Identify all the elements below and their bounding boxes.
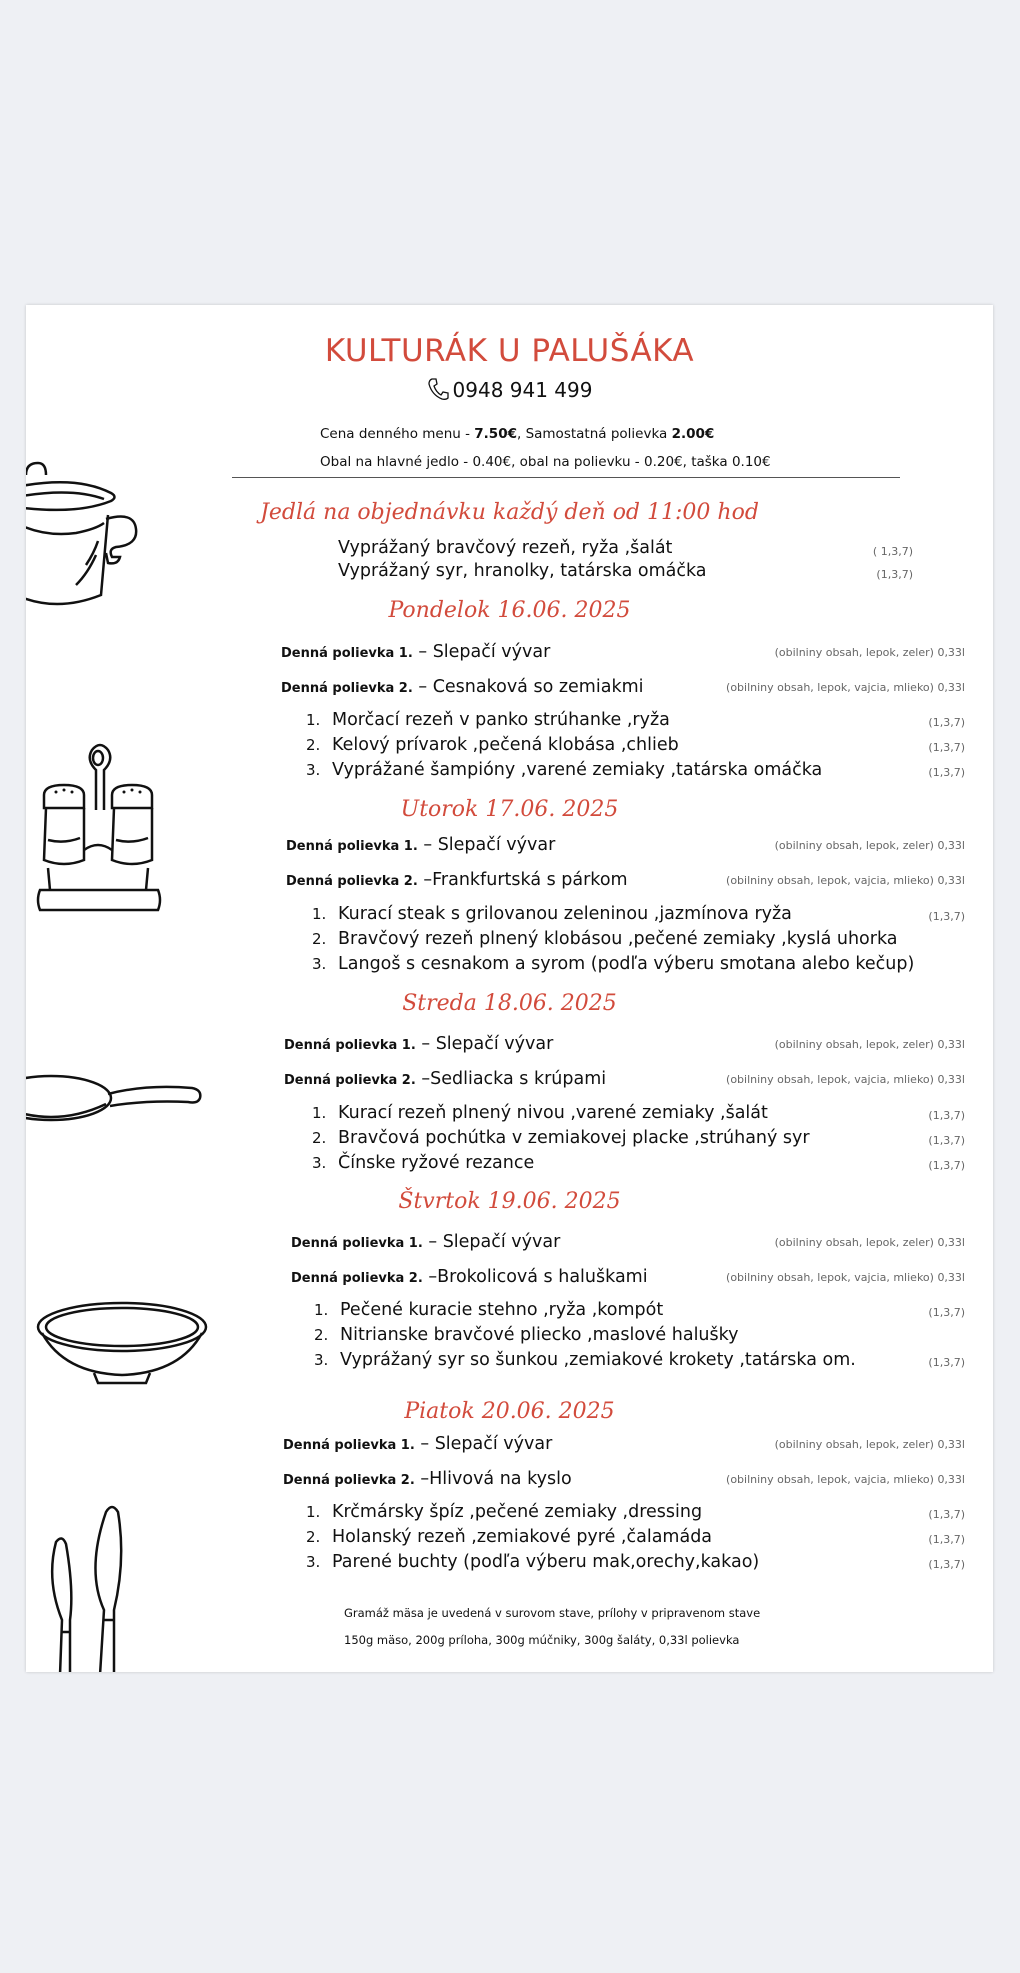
soup-row: [281, 677, 643, 697]
soup-separator: –: [412, 642, 433, 662]
item-text: Holanský rezeň ,zemiakové pyré ,čalamáda: [332, 1527, 713, 1547]
soup-separator: –: [415, 1069, 431, 1089]
item-allergens: (1,3,7): [928, 1306, 965, 1319]
item-allergens: (1,3,7): [928, 716, 965, 729]
item-text: Kurací rezeň plnený nivou ,varené zemiaky ,šalát: [338, 1103, 768, 1123]
item-text: Langoš s cesnakom a syrom (podľa výberu smotana alebo kečup): [338, 954, 915, 974]
allergen-label: (1,3,7): [876, 568, 913, 581]
soup-row: [284, 1069, 606, 1089]
order-item: Vyprážaný syr, hranolky, tatárska omáčka: [338, 561, 707, 581]
soup-price: 2.00€: [671, 426, 715, 442]
bowl-illustration: [34, 1295, 214, 1385]
section-heading: Jedlá na objednávku každý deň od 11:00 hod: [260, 500, 759, 525]
soup-row: [291, 1232, 560, 1252]
soup-label: Denná polievka 1.: [281, 646, 413, 661]
soup-name: Slepačí vývar: [442, 1232, 561, 1252]
soup-label: Denná polievka 1.: [283, 1438, 415, 1453]
menu-item: [306, 710, 670, 730]
restaurant-title: KULTURÁK U PALUŠÁKA: [324, 333, 695, 369]
item-text: Nitrianske bravčové pliecko ,maslové halušky: [340, 1325, 739, 1345]
allergen-label: ( 1,3,7): [872, 545, 913, 558]
soup-name: Cesnaková so zemiakmi: [432, 677, 644, 697]
soup-label: Denná polievka 1.: [291, 1236, 423, 1251]
soup-label: Denná polievka 2.: [284, 1073, 416, 1088]
item-allergens: (1,3,7): [928, 1558, 965, 1571]
phone-icon: [427, 378, 453, 402]
order-item: Vyprážaný bravčový rezeň, ryža ,šalát: [338, 538, 673, 558]
soup-separator: –: [422, 1232, 443, 1252]
day-heading: Utorok 17.06. 2025: [400, 797, 619, 822]
item-number: 2.: [306, 1528, 321, 1546]
item-text: Čínske ryžové rezance: [338, 1153, 535, 1173]
footer-portions: 150g mäso, 200g príloha, 300g múčniky, 300g šaláty, 0,33l polievka: [344, 1633, 740, 1647]
menu-sheet: [26, 305, 993, 1672]
menu-item: [306, 1502, 702, 1522]
item-allergens: (1,3,7): [928, 1533, 965, 1546]
soup-name: Slepačí vývar: [432, 642, 551, 662]
soup-label: Denná polievka 1.: [286, 839, 418, 854]
menu-price: 7.50€: [474, 426, 517, 442]
item-allergens: (1,3,7): [928, 741, 965, 754]
soup-separator: –: [412, 677, 433, 697]
soup-allergens: (obilniny obsah, lepok, vajcia, mlieko) 0,33l: [726, 874, 965, 887]
item-text: Parené buchty (podľa výberu mak,orechy,kakao): [332, 1552, 760, 1572]
soup-allergens: (obilniny obsah, lepok, zeler) 0,33l: [774, 1038, 965, 1051]
menu-item: [314, 1325, 739, 1345]
item-number: 2.: [312, 930, 327, 948]
soup-label: Denná polievka 2.: [281, 681, 413, 696]
soup-name: Sedliacka s krúpami: [430, 1069, 607, 1089]
soup-separator: –: [414, 1469, 430, 1489]
menu-item: [314, 1300, 663, 1320]
menu-item: [306, 735, 679, 755]
menu-item: [312, 1103, 768, 1123]
soup-name: Brokolicová s haluškami: [437, 1267, 648, 1287]
salt-pepper-illustration: [34, 740, 164, 920]
item-allergens: (1,3,7): [928, 1109, 965, 1122]
phone-line: [26, 377, 993, 402]
menu-item: [312, 1153, 534, 1173]
price-line: Cena denného menu - 7.50€, Samostatná polievka 2.00€: [320, 426, 715, 442]
menu-item: [306, 1552, 759, 1572]
soup-allergens: (obilniny obsah, lepok, zeler) 0,33l: [774, 1438, 965, 1451]
soup-allergens: (obilniny obsah, lepok, zeler) 0,33l: [774, 646, 965, 659]
soup-row: [286, 835, 555, 855]
menu-item: [312, 929, 898, 949]
soup-allergens: (obilniny obsah, lepok, vajcia, mlieko) 0,33l: [726, 1271, 965, 1284]
menu-item: [314, 1350, 856, 1370]
day-heading: Streda 18.06. 2025: [402, 991, 617, 1016]
item-number: 3.: [312, 955, 327, 973]
soup-row: [291, 1267, 648, 1287]
soup-separator: –: [417, 835, 438, 855]
item-number: 1.: [314, 1301, 329, 1319]
item-number: 3.: [312, 1154, 327, 1172]
soup-row: [281, 642, 550, 662]
item-number: 2.: [312, 1129, 327, 1147]
soup-allergens: (obilniny obsah, lepok, zeler) 0,33l: [774, 839, 965, 852]
item-text: Bravčová pochútka v zemiakovej placke ,strúhaný syr: [338, 1128, 810, 1148]
item-allergens: (1,3,7): [928, 1508, 965, 1521]
header-divider: [232, 477, 900, 478]
soup-allergens: (obilniny obsah, lepok, vajcia, mlieko) 0,33l: [726, 1473, 965, 1486]
soup-label: Denná polievka 2.: [283, 1473, 415, 1488]
item-text: Bravčový rezeň plnený klobásou ,pečené zemiaky ,kyslá uhorka: [338, 929, 898, 949]
item-number: 2.: [314, 1326, 329, 1344]
soup-name: Frankfurtská s párkom: [432, 870, 628, 890]
day-heading: Piatok 20.06. 2025: [404, 1399, 615, 1424]
packaging-line: Obal na hlavné jedlo - 0.40€, obal na polievku - 0.20€, taška 0.10€: [320, 454, 771, 470]
phone-number[interactable]: 0948 941 499: [452, 378, 593, 402]
item-allergens: (1,3,7): [928, 910, 965, 923]
soup-row: [284, 1034, 553, 1054]
soup-label: Denná polievka 1.: [284, 1038, 416, 1053]
soup-allergens: (obilniny obsah, lepok, vajcia, mlieko) 0,33l: [726, 681, 965, 694]
soup-separator: –: [422, 1267, 438, 1287]
item-number: 3.: [314, 1351, 329, 1369]
item-number: 1.: [306, 711, 321, 729]
soup-allergens: (obilniny obsah, lepok, zeler) 0,33l: [774, 1236, 965, 1249]
soup-separator: –: [415, 1034, 436, 1054]
soup-label: Denná polievka 2.: [286, 874, 418, 889]
soup-row: [286, 870, 628, 890]
soup-separator: –: [417, 870, 433, 890]
soup-name: Slepačí vývar: [435, 1034, 554, 1054]
soup-separator: –: [414, 1434, 435, 1454]
item-text: Pečené kuracie stehno ,ryža ,kompót: [340, 1300, 664, 1320]
item-text: Kelový prívarok ,pečená klobása ,chlieb: [332, 735, 679, 755]
soup-name: Slepačí vývar: [437, 835, 556, 855]
soup-name: Hlivová na kyslo: [429, 1469, 572, 1489]
day-heading: Štvrtok 19.06. 2025: [398, 1189, 621, 1214]
item-number: 1.: [312, 905, 327, 923]
item-text: Vyprážaný syr so šunkou ,zemiakové krokety ,tatárska om.: [340, 1350, 856, 1370]
item-number: 3.: [306, 1553, 321, 1571]
frying-pan-illustration: [26, 1060, 206, 1140]
soup-allergens: (obilniny obsah, lepok, vajcia, mlieko) 0,33l: [726, 1073, 965, 1086]
item-number: 1.: [312, 1104, 327, 1122]
item-text: Vyprážané šampióny ,varené zemiaky ,tatárska omáčka: [332, 760, 823, 780]
item-text: Krčmársky špíz ,pečené zemiaky ,dressing: [332, 1502, 703, 1522]
soup-row: [283, 1469, 572, 1489]
item-allergens: (1,3,7): [928, 1134, 965, 1147]
footer-note: Gramáž mäsa je uvedená v surovom stave, prílohy v pripravenom stave: [344, 1606, 761, 1620]
menu-item: [312, 904, 792, 924]
knives-illustration: [40, 1500, 150, 1672]
soup-name: Slepačí vývar: [434, 1434, 553, 1454]
item-allergens: (1,3,7): [928, 1356, 965, 1369]
item-allergens: (1,3,7): [928, 1159, 965, 1172]
item-number: 3.: [306, 761, 321, 779]
item-number: 1.: [306, 1503, 321, 1521]
day-heading: Pondelok 16.06. 2025: [388, 598, 631, 623]
menu-item: [312, 954, 914, 974]
item-text: Kurací steak s grilovanou zeleninou ,jazmínova ryža: [338, 904, 792, 924]
soup-label: Denná polievka 2.: [291, 1271, 423, 1286]
item-text: Morčací rezeň v panko strúhanke ,ryža: [332, 710, 670, 730]
menu-item: [306, 1527, 712, 1547]
menu-item: [312, 1128, 810, 1148]
item-allergens: (1,3,7): [928, 766, 965, 779]
item-number: 2.: [306, 736, 321, 754]
menu-item: [306, 760, 822, 780]
soup-row: [283, 1434, 552, 1454]
